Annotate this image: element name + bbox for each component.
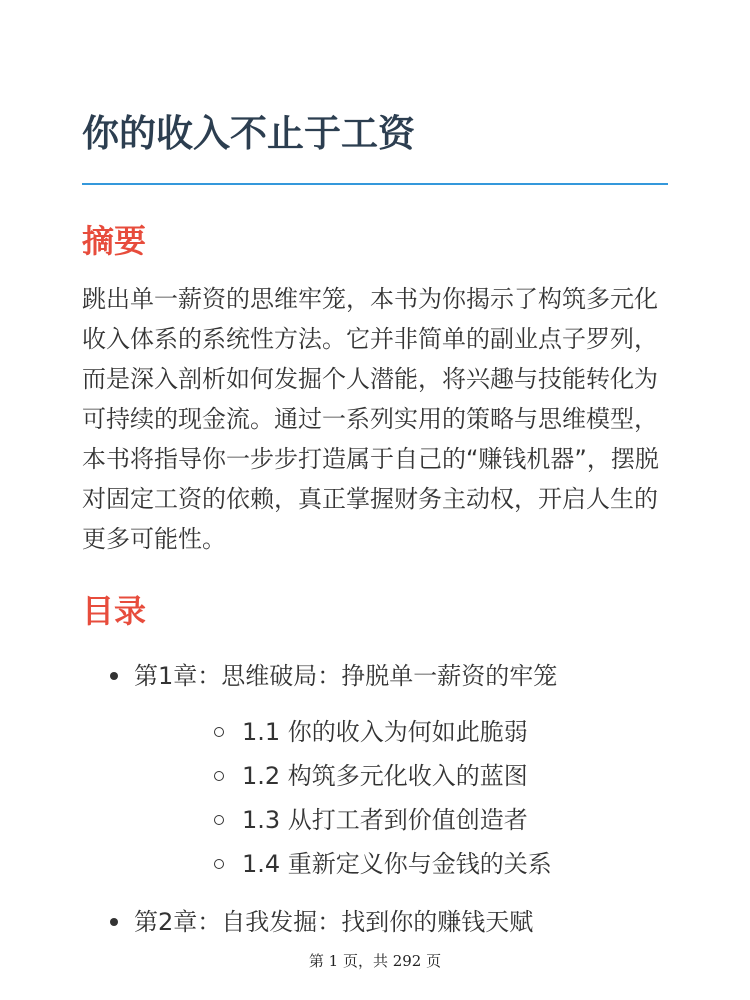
toc-section-1-2 xyxy=(134,754,682,798)
table-of-contents xyxy=(82,652,682,946)
title-divider xyxy=(82,183,668,185)
abstract-heading: 摘要 xyxy=(82,222,147,260)
toc-chapter-1 xyxy=(82,652,682,886)
abstract-paragraph: 跳出单一薪资的思维牢笼，本书为你揭示了构筑多元化收入体系的系统性方法。它并非简单的副业点子罗列，而是深入剖析如何发掘个人潜能，将兴趣与技能转化为可持续的现金流。通过一系列实用的策略与思维模型，本书将指导你一步步打造属于自己的“赚钱机器”，摆脱对固定工资的依赖，真正掌握财务主动权，开启人生的更多可能性。 xyxy=(82,285,659,553)
toc-chapter-label: 第1章：思维破局：挣脱单一薪资的牢笼 xyxy=(134,662,558,690)
toc-heading: 目录 xyxy=(82,592,147,630)
hollow-bullet-icon xyxy=(214,815,224,825)
toc-chapter-label: 第2章：自我发掘：找到你的赚钱天赋 xyxy=(134,908,534,936)
filled-bullet-icon xyxy=(110,918,118,926)
toc-section-1-4 xyxy=(134,842,682,886)
toc-section-label: 1.4 重新定义你与金钱的关系 xyxy=(242,850,552,878)
hollow-bullet-icon xyxy=(214,771,224,781)
document-title: 你的收入不止于工资 xyxy=(82,112,415,155)
toc-section-list xyxy=(134,710,682,886)
toc-chapter-2 xyxy=(82,898,682,946)
toc-section-label: 1.1 你的收入为何如此脆弱 xyxy=(242,718,528,746)
toc-section-label: 1.2 构筑多元化收入的蓝图 xyxy=(242,762,528,790)
hollow-bullet-icon xyxy=(214,727,224,737)
page-number-footer: 第 1 页，共 292 页 xyxy=(308,952,442,970)
filled-bullet-icon xyxy=(110,672,118,680)
toc-section-1-1 xyxy=(134,710,682,754)
hollow-bullet-icon xyxy=(214,859,224,869)
toc-section-1-3 xyxy=(134,798,682,842)
toc-section-label: 1.3 从打工者到价值创造者 xyxy=(242,806,528,834)
